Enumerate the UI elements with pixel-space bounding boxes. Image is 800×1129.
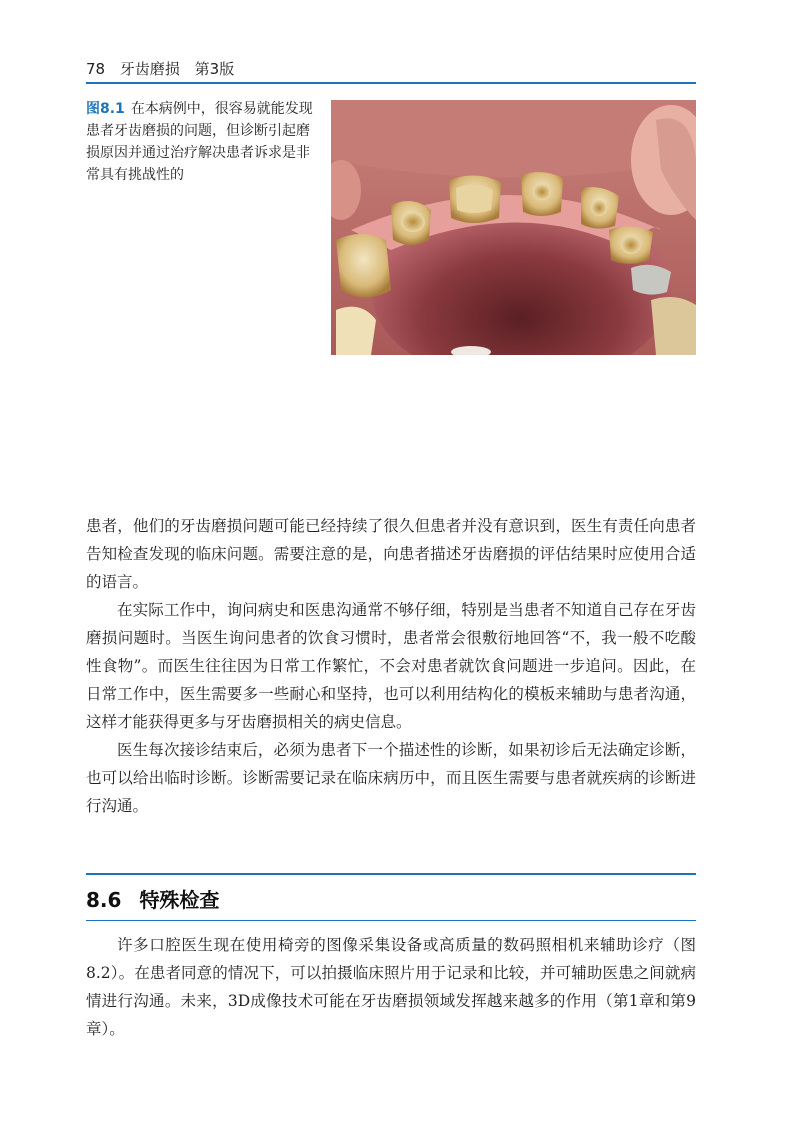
book-title: 牙齿磨损 xyxy=(119,60,180,78)
section-rule-top xyxy=(86,873,696,875)
teeth-illustration xyxy=(331,100,696,355)
paragraph-3: 医生每次接诊结束后，必须为患者下一个描述性的诊断，如果初诊后无法确定诊断，也可以给出临时诊断。诊断需要记录在临床病历中，而且医生需要与患者就疾病的诊断进行沟通。 xyxy=(86,741,696,815)
section-title: 特殊检查 xyxy=(139,888,220,912)
page-number: 78 xyxy=(86,60,106,78)
section-paragraph: 许多口腔医生现在使用椅旁的图像采集设备或高质量的数码照相机来辅助诊疗（图8.2）。在患者同意的情况下，可以拍摄临床照片用于记录和比较，并可辅助医患之间就病情进行沟通。未来，3D成像技术可能在牙齿磨损领域发挥越来越多的作用（第1章和第9章）。 xyxy=(86,936,696,1038)
section-number: 8.6 xyxy=(86,888,122,912)
section-rule-bottom xyxy=(86,920,696,921)
body-section-1 xyxy=(86,512,696,820)
edition: 第3版 xyxy=(194,60,235,78)
section-heading xyxy=(86,884,219,914)
paragraph-2: 在实际工作中，询问病史和医患沟通常不够仔细，特别是当患者不知道自己存在牙齿磨损问题时。当医生询问患者的饮食习惯时，患者常会很敷衍地回答“不，我一般不吃酸性食物”。而医生往往因为日常工作繁忙，不会对患者就饮食问题进一步追问。因此，在日常工作中，医生需要多一些耐心和坚持，也可以利用结构化的模板来辅助与患者沟通，这样才能获得更多与牙齿磨损相关的病史信息。 xyxy=(86,601,696,731)
worn-teeth-photo xyxy=(331,100,696,355)
paragraph-1: 患者，他们的牙齿磨损问题可能已经持续了很久但患者并没有意识到，医生有责任向患者告知检查发现的临床问题。需要注意的是，向患者描述牙齿磨损的评估结果时应使用合适的语言。 xyxy=(86,517,696,591)
header-rule xyxy=(86,82,696,84)
body-section-2 xyxy=(86,931,696,1043)
figure-caption xyxy=(86,98,322,186)
running-header xyxy=(86,58,696,80)
figure-label: 图8.1 xyxy=(86,101,125,117)
figure-caption-text: 在本病例中，很容易就能发现患者牙齿磨损的问题，但诊断引起磨损原因并通过治疗解决患者诉求是非常具有挑战性的 xyxy=(86,101,313,183)
